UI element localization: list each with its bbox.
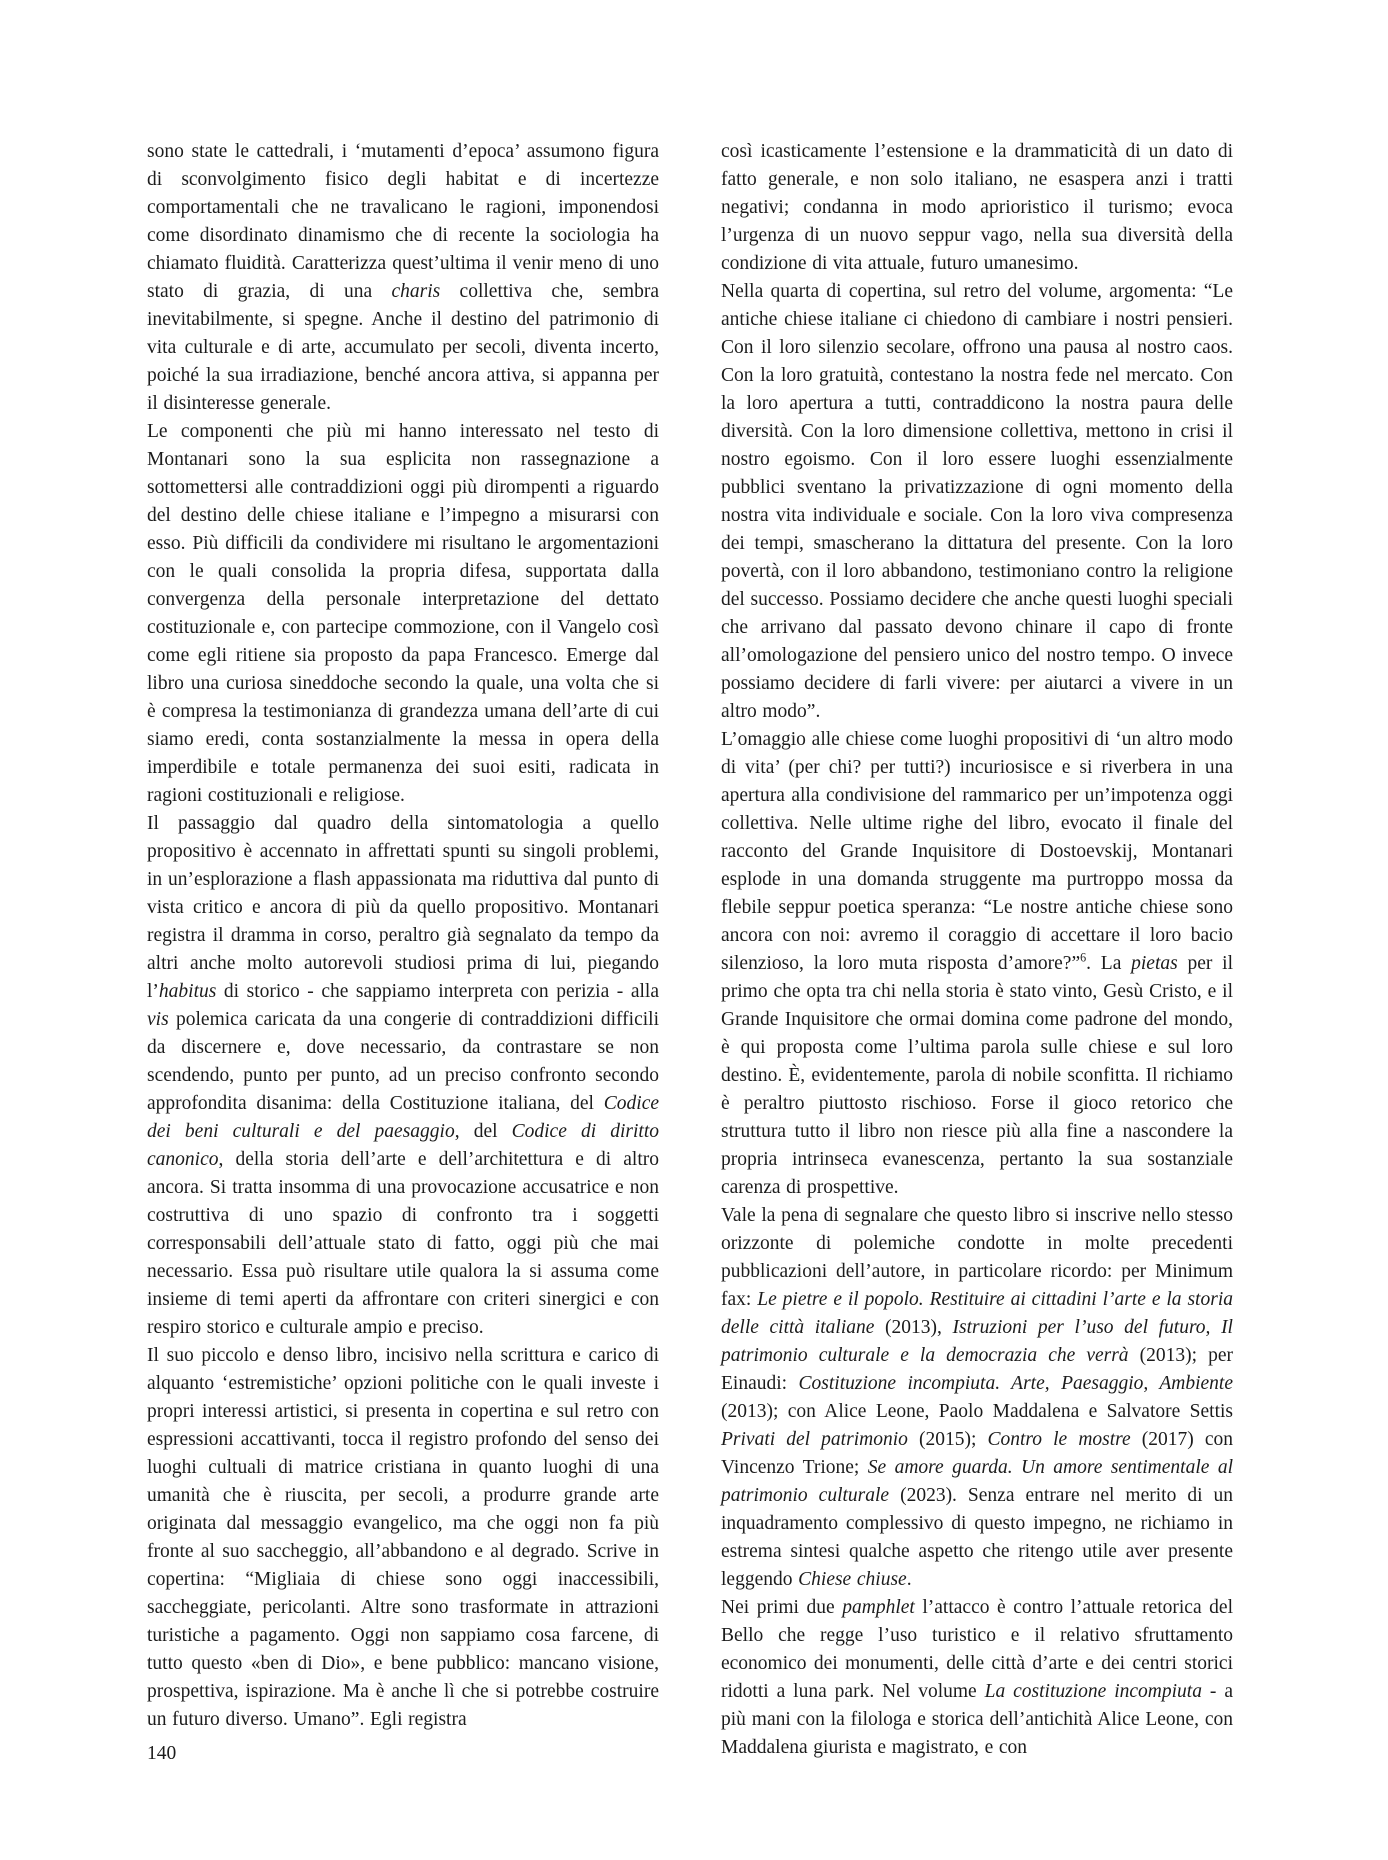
body-text: polemica caricata da una congerie di contraddizioni difficili da discernere e, dove necessario, da contrastare se non scendendo, punto per punto, ad un preciso confronto secondo approfondita disanima: della Costituzione italiana, del (147, 1009, 659, 1114)
body-text: (2023). Senza entrare nel merito di un inquadramento complessivo di questo impegno, ne richiamo in estrema sintesi qualche aspetto che ritengo utile aver presente leggendo (721, 1485, 1233, 1590)
body-text: L’omaggio alle chiese come luoghi propositivi di ‘un altro modo di vita’ (per chi? per tutti?) incuriosisce e si riverbera in una apertura alla condivisione del rammarico per un’impotenza oggi collettiva. Nelle ultime righe del libro, evocato il finale del racconto del Grande Inquisitore di Dostoevskij, Montanari esplode in una domanda struggente ma purtroppo mossa da flebile seppur poetica speranza: “Le nostre antiche chiese sono ancora con noi: avremo il coraggio di accettare il loro bacio silenzioso, la loro muta risposta d’amore?” (721, 729, 1233, 974)
italic-text: Costituzione incompiuta. Arte, Paesaggio, Ambiente (798, 1373, 1233, 1394)
italic-text: Le pietre e il popolo. Restituire ai cittadini l’arte e la storia delle città italiane (721, 1289, 1233, 1338)
paragraph (721, 138, 1233, 278)
italic-text: vis (147, 1009, 169, 1030)
body-text: Il passaggio dal quadro della sintomatologia a quello propositivo è accennato in affrettati spunti su singoli problemi, in un’esplorazione a flash appassionata ma riduttiva dal punto di vista critico e ancora di più da quello propositivo. Montanari registra il dramma in corso, peraltro già segnalato da tempo da altri anche molto autorevoli studiosi prima di lui, piegando l’ (147, 813, 659, 1002)
body-text: Le componenti che più mi hanno interessato nel testo di Montanari sono la sua esplicita non rassegnazione a sottomettersi alle contraddizioni oggi più dirompenti a riguardo del destino delle chiese italiane e l’impegno a misurarsi con esso. Più difficili da condividere mi risultano le argomentazioni con le quali consolida la propria difesa, supportata dalla convergenza della personale interpretazione del dettato costituzionale e, con partecipe commozione, con il Vangelo così come egli ritiene sia proposto da papa Francesco. Emerge dal libro una curiosa sineddoche secondo la quale, una volta che si è compresa la testimonianza di grandezza umana dell’arte di cui siamo eredi, conta sostanzialmente la messa in opera della imperdibile e totale permanenza dei suoi esiti, radicata in ragioni costituzionali e religiose. (147, 421, 659, 806)
body-text: . La (1086, 953, 1132, 974)
italic-text: Privati del patrimonio (721, 1429, 908, 1450)
paragraph (721, 726, 1233, 1202)
body-text: Nella quarta di copertina, sul retro del volume, argomenta: “Le antiche chiese italiane ci chiedono di cambiare i nostri pensieri. Con il loro silenzio secolare, offrono una pausa al nostro caos. Con la loro gratuità, contestano la nostra fede nel mercato. Con la loro apertura a tutti, contraddicono la nostra paura delle diversità. Con la loro dimensione collettiva, mettono in crisi il nostro egoismo. Con il loro essere luoghi essenzialmente pubblici sventano la privatizzazione di ogni momento della nostra vita individuale e sociale. Con la loro viva compresenza dei tempi, smascherano la dittatura del presente. Con la loro povertà, con il loro abbandono, testimoniano contro la religione del successo. Possiamo decidere che anche questi luoghi speciali che arrivano dal passato devono chinare il capo di fronte all’omologazione del pensiero unico del nostro tempo. O invece possiamo decidere di farli vivere: per aiutarci a vivere in un altro modo”. (721, 281, 1233, 722)
body-text: (2013); per Einaudi: (721, 1345, 1233, 1394)
body-text: Nei primi due (721, 1597, 843, 1618)
italic-text: Codice di diritto canonico (147, 1121, 659, 1170)
body-text: (2013); con Alice Leone, Paolo Maddalena e Salvatore Settis (721, 1401, 1233, 1422)
text-columns (147, 138, 1233, 1762)
body-text: l’attacco è contro l’attuale retorica del Bello che regge l’uso turistico e il relativo sfruttamento economico dei monumenti, delle città d’arte e dei centri storici ridotti a luna park. Nel volume (721, 1597, 1233, 1702)
body-text: , della storia dell’arte e dell’architettura e di altro ancora. Si tratta insomma di una provocazione accusatrice e non costruttiva di uno spazio di confronto tra i soggetti corresponsabili dell’attuale stato di fatto, oggi più che mai necessario. Essa può risultare utile qualora la si assuma come insieme di temi aperti da affrontare con criteri sinergici e con respiro storico e culturale ampio e preciso. (147, 1149, 659, 1338)
paragraph (147, 418, 659, 810)
italic-text: Chiese chiuse (798, 1569, 907, 1590)
body-text: Vale la pena di segnalare che questo libro si inscrive nello stesso orizzonte di polemiche condotte in molte precedenti pubblicazioni dell’autore, in particolare ricordo: per Minimum fax: (721, 1205, 1233, 1310)
page-number: 140 (147, 1743, 177, 1764)
body-text: per il primo che opta tra chi nella storia è stato vinto, Gesù Cristo, e il Grande Inquisitore che ormai domina come padrone del mondo, è qui proposta come l’ultima parola sulle chiese e sul loro destino. È, evidentemente, parola di nobile sconfitta. Il richiamo è peraltro piuttosto rischioso. Forse il gioco retorico che struttura tutto il libro non riesce più alla fine a nascondere la propria intrinseca evanescenza, pertanto la sua sostanziale carenza di prospettive. (721, 953, 1233, 1198)
italic-text: pietas (1131, 953, 1178, 974)
paragraph (721, 1594, 1233, 1762)
right-column (721, 138, 1233, 1762)
italic-text: habitus (158, 981, 217, 1002)
body-text: , del (454, 1121, 512, 1142)
paragraph (721, 1202, 1233, 1594)
body-text: (2015); (907, 1429, 988, 1450)
italic-text: pamphlet (842, 1597, 915, 1618)
body-text: così icasticamente l’estensione e la drammaticità di un dato di fatto generale, e non solo italiano, ne esaspera anzi i tratti negativi; condanna in modo aprioristico il turismo; evoca l’urgenza di un nuovo seppur vago, nella sua diversità della condizione di vita attuale, futuro umanesimo. (721, 141, 1233, 274)
italic-text: Istruzioni per l’uso del futuro, Il patrimonio culturale e la democrazia che verrà (721, 1317, 1233, 1366)
body-text: sono state le cattedrali, i ‘mutamenti d’epoca’ assumono figura di sconvolgimento fisico degli habitat e di incertezze comportamentali che ne travalicano le ragioni, imponendosi come disordinato dinamismo che di recente la sociologia ha chiamato fluidità. Caratterizza quest’ultima il venir meno di uno stato di grazia, di una (147, 141, 659, 302)
body-text: (2017) con Vincenzo Trione; (721, 1429, 1234, 1478)
body-text: Il suo piccolo e denso libro, incisivo nella scrittura e carico di alquanto ‘estremistiche’ opzioni politiche con le quali investe i propri interessi artistici, si presenta in copertina e sul retro con espressioni accattivanti, tocca il registro profondo del senso dei luoghi cultuali di matrice cristiana in quanto luoghi di una umanità che è riuscita, per secoli, a produrre grande arte originata dal messaggio evangelico, ma che oggi non fa più fronte al suo saccheggio, all’abbandono e al degrado. Scrive in copertina: “Migliaia di chiese sono oggi inaccessibili, saccheggiate, pericolanti. Altre sono trasformate in attrazioni turistiche a pagamento. Oggi non sappiamo cosa farcene, di tutto questo «ben di Dio», e bene pubblico: mancano visione, prospettiva, ispirazione. Ma è anche lì che si potrebbe costruire un futuro diverso. Umano”. Egli registra (147, 1345, 659, 1730)
footnote-reference: 6 (1080, 950, 1087, 965)
italic-text: charis (391, 281, 441, 302)
paragraph (147, 1342, 659, 1734)
body-text: . (906, 1569, 912, 1590)
body-text: collettiva che, sembra inevitabilmente, si spegne. Anche il destino del patrimonio di vita culturale e di arte, accumulato per secoli, diventa incerto, poiché la sua irradiazione, benché ancora attiva, si appanna per il disinteresse generale. (147, 281, 659, 414)
italic-text: La costituzione incompiuta (984, 1681, 1202, 1702)
body-text: di storico - che sappiamo interpreta con perizia - alla (216, 981, 659, 1002)
italic-text: Se amore guarda. Un amore sentimentale al patrimonio culturale (721, 1457, 1233, 1506)
italic-text: Codice dei beni culturali e del paesaggio (147, 1093, 659, 1142)
paragraph (721, 278, 1233, 726)
body-text: (2013), (874, 1317, 953, 1338)
paragraph (147, 810, 659, 1342)
paragraph (147, 138, 659, 418)
italic-text: Contro le mostre (987, 1429, 1131, 1450)
body-text: - a più mani con la filologa e storica dell’antichità Alice Leone, con Maddalena giurista e magistrato, e con (721, 1681, 1233, 1758)
left-column (147, 138, 659, 1762)
